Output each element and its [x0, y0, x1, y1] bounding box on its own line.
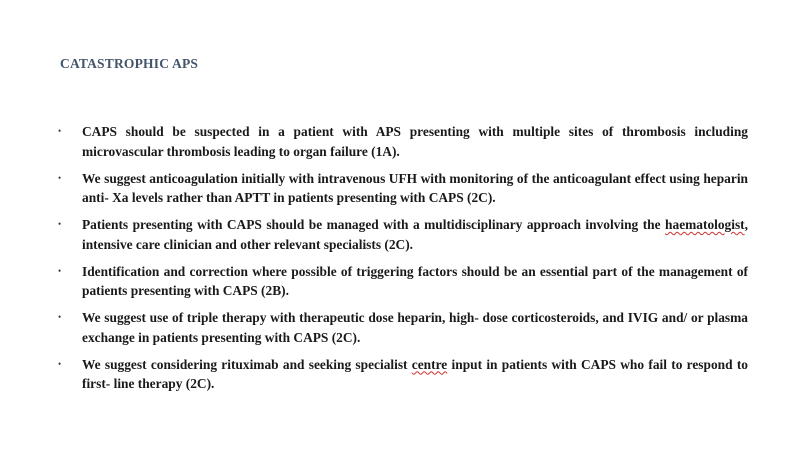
bullet-icon: •: [58, 358, 62, 369]
bullet-text: We suggest anticoagulation initially with intravenous UFH with monitoring of the anticoagulant effect using heparin anti- Xa levels rather than APTT in patients presenting with CAPS (2C).: [82, 170, 748, 205]
bullet-text: We suggest use of triple therapy with therapeutic dose heparin, high- dose corticosteroids, and IVIG and/ or plasma exchange in patients presenting with CAPS (2C).: [82, 310, 748, 345]
bullet-text: Identification and correction where possible of triggering factors should be an essential part of the management of patients presenting with CAPS (2B).: [82, 263, 748, 298]
bullet-item: [56, 169, 748, 208]
bullet-item: [56, 355, 748, 394]
bullet-text: We suggest considering rituximab and seeking specialist centre input in patients with CAPS who fail to respond to first- line therapy (2C).: [82, 356, 748, 391]
spellcheck-flagged-word[interactable]: centre: [411, 356, 448, 372]
bullet-icon: •: [58, 312, 62, 322]
bullet-list: [56, 122, 748, 401]
bullet-icon: •: [58, 219, 62, 229]
bullet-text: Patients presenting with CAPS should be managed with a multidisciplinary approach involving the haematologist, intensive care clinician and other relevant specialists (2C).: [82, 217, 748, 252]
bullet-item: [56, 122, 748, 161]
spellcheck-flagged-word[interactable]: haematologist: [665, 217, 745, 232]
bullet-icon: •: [58, 172, 62, 183]
bullet-icon: •: [58, 126, 62, 136]
bullet-item: [56, 262, 748, 301]
bullet-text: CAPS should be suspected in a patient with APS presenting with multiple sites of thrombosis including microvascular thrombosis leading to organ failure (1A).: [82, 124, 748, 159]
bullet-item: [56, 215, 748, 254]
bullet-icon: •: [58, 265, 62, 276]
section-heading: CATASTROPHIC APS: [60, 56, 199, 71]
bullet-item: [56, 308, 748, 347]
